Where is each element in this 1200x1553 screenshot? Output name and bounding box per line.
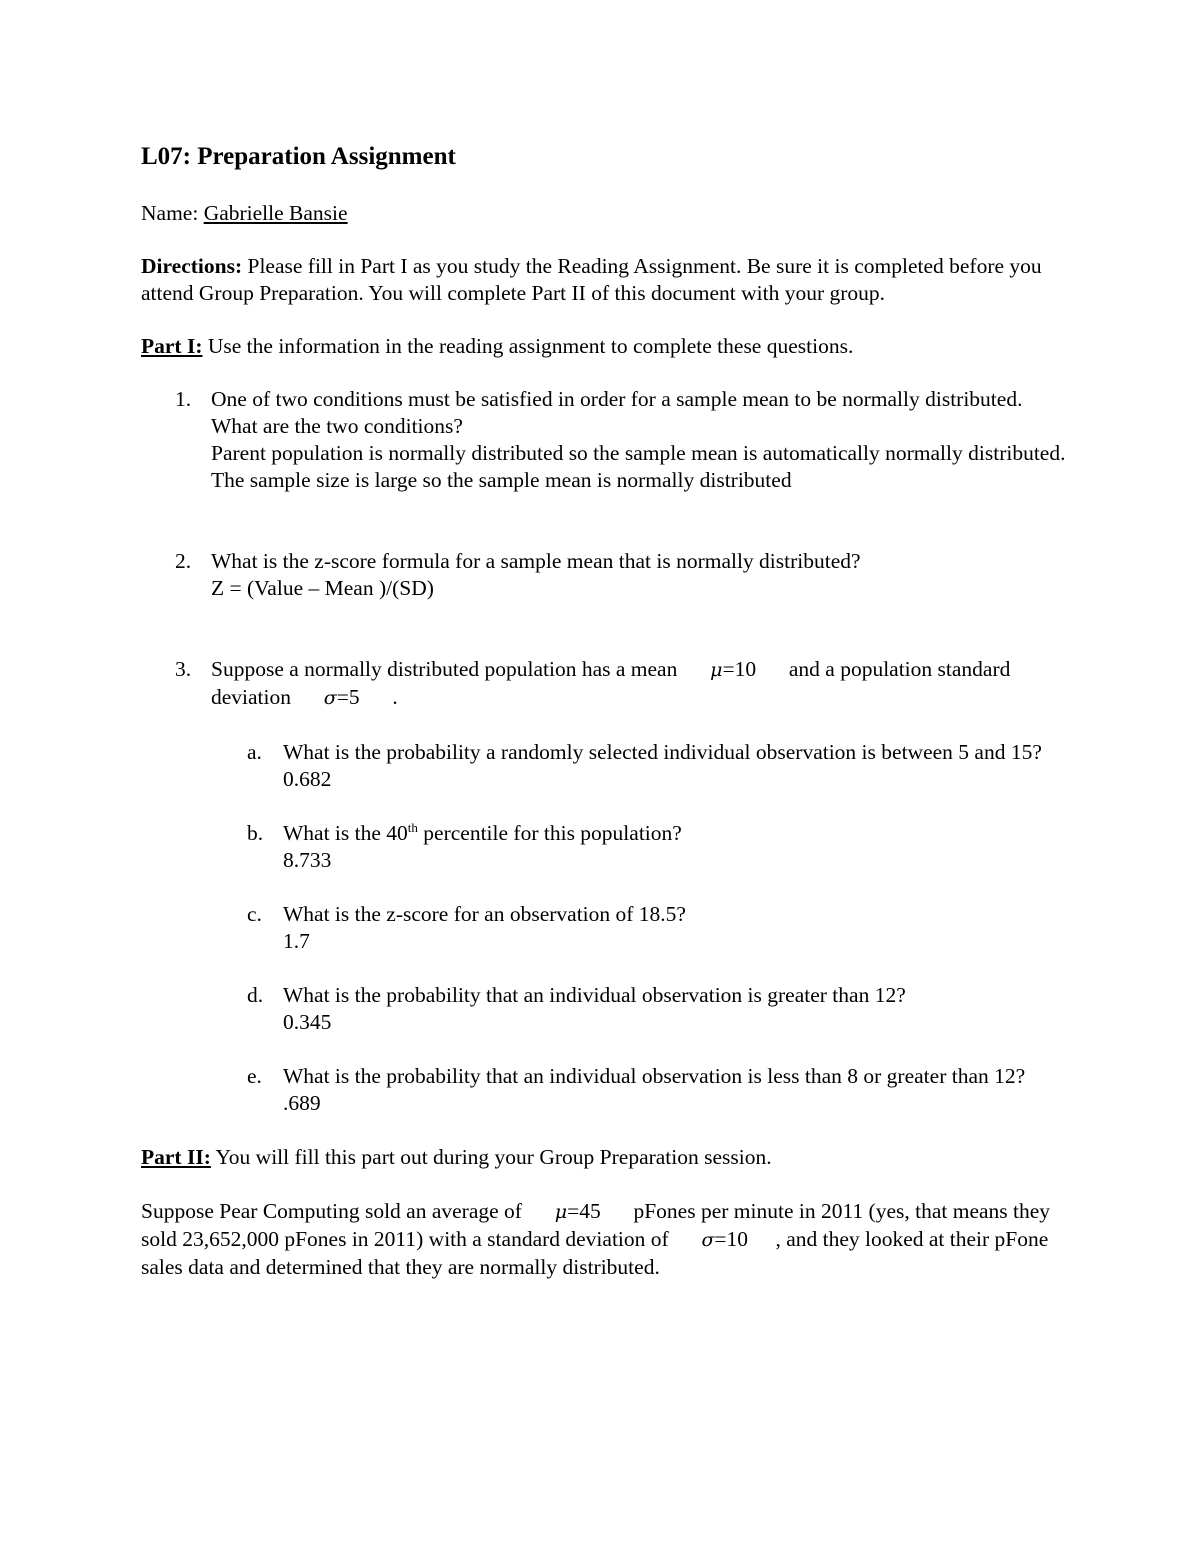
question-number: 2. [175, 549, 192, 573]
subquestion-e [211, 1063, 1071, 1117]
question-text: One of two conditions must be satisfied in order for a sample mean to be normally distributed. What are the two conditions? [211, 387, 1023, 438]
subquestion-text: What is the probability that an individual observation is greater than 12? [283, 983, 906, 1007]
answer-text: 1.7 [283, 929, 310, 953]
directions-label: Directions: [141, 254, 243, 278]
part1-text: Use the information in the reading assignment to complete these questions. [207, 334, 854, 358]
name-line [141, 200, 1071, 227]
ordinal-superscript: th [407, 820, 418, 835]
part2-label: Part II: [141, 1145, 211, 1169]
answer-text: .689 [283, 1091, 321, 1115]
subquestion-text-part: percentile for this population? [423, 821, 682, 845]
question-3 [141, 656, 1071, 1117]
sigma-symbol: σ [701, 1229, 715, 1251]
sigma-value: =10 [714, 1227, 749, 1251]
sigma-value: =5 [336, 685, 360, 709]
question-text [211, 656, 1071, 712]
answer-text: 0.682 [283, 767, 332, 791]
document-title: L07: Preparation Assignment [141, 143, 456, 170]
subquestion-letter: d. [247, 983, 264, 1007]
sigma-symbol: σ [323, 687, 337, 709]
paragraph-text-part: , and they looked at their pFone sales data and determined that they are normally distributed. [141, 1227, 1049, 1279]
subquestion-text: What is the probability a randomly selected individual observation is between 5 and 15? [283, 740, 1042, 764]
mu-symbol: μ [554, 1201, 568, 1223]
part2-text: You will fill this part out during your Group Preparation session. [215, 1145, 772, 1169]
subquestion-text: What is the z-score for an observation of 18.5? [283, 902, 686, 926]
pear-computing-paragraph [141, 1198, 1071, 1281]
answer-text: 8.733 [283, 848, 332, 872]
question-text-part: Suppose a normally distributed population has a mean [211, 657, 678, 681]
document-page [141, 140, 1071, 1281]
name-label: Name: [141, 201, 199, 225]
mu-value: =10 [722, 657, 757, 681]
question-text-part: and a population standard deviation [211, 657, 1011, 709]
name-value: Gabrielle Bansie [203, 201, 348, 225]
subquestion-b [211, 820, 1071, 874]
part1-label: Part I: [141, 334, 203, 358]
part2-heading [141, 1144, 1071, 1171]
question-number: 3. [175, 657, 192, 681]
directions-text: Please fill in Part I as you study the Reading Assignment. Be sure it is completed before you attend Group Preparation. You will complete Part II of this document with your group. [141, 254, 1042, 305]
mu-symbol: μ [710, 659, 723, 681]
question-text-part: . [392, 685, 398, 709]
subquestion-c [211, 901, 1071, 955]
question-number: 1. [175, 387, 192, 411]
mu-value: =45 [567, 1199, 601, 1223]
subquestion-a [211, 739, 1071, 793]
paragraph-text-part: Suppose Pear Computing sold an average of [141, 1199, 522, 1223]
subquestion-text-part: What is the 40 [283, 821, 408, 845]
answer-text: The sample size is large so the sample mean is normally distributed [211, 468, 792, 492]
question-2 [141, 548, 1071, 602]
question-1 [141, 386, 1071, 494]
subquestion-d [211, 982, 1071, 1036]
directions-paragraph [141, 253, 1071, 307]
subquestion-letter: e. [247, 1064, 262, 1088]
answer-text: Z = (Value – Mean )/(SD) [211, 576, 434, 600]
subquestion-letter: b. [247, 821, 264, 845]
subquestion-letter: c. [247, 902, 262, 926]
paragraph-text-part: pFones per minute in 2011 (yes, that means they sold 23,652,000 pFones in 2011) with a standard deviation of [141, 1199, 1051, 1251]
subquestion-text [283, 820, 1071, 847]
question-text: What is the z-score formula for a sample mean that is normally distributed? [211, 549, 861, 573]
answer-text: 0.345 [283, 1010, 332, 1034]
subquestion-letter: a. [247, 740, 262, 764]
subquestion-list [211, 739, 1071, 1117]
question-list [141, 386, 1071, 1117]
part1-heading [141, 333, 1071, 360]
answer-text: Parent population is normally distributed so the sample mean is automatically normally distributed. [211, 441, 1066, 465]
subquestion-text: What is the probability that an individual observation is less than 8 or greater than 12? [283, 1064, 1026, 1088]
